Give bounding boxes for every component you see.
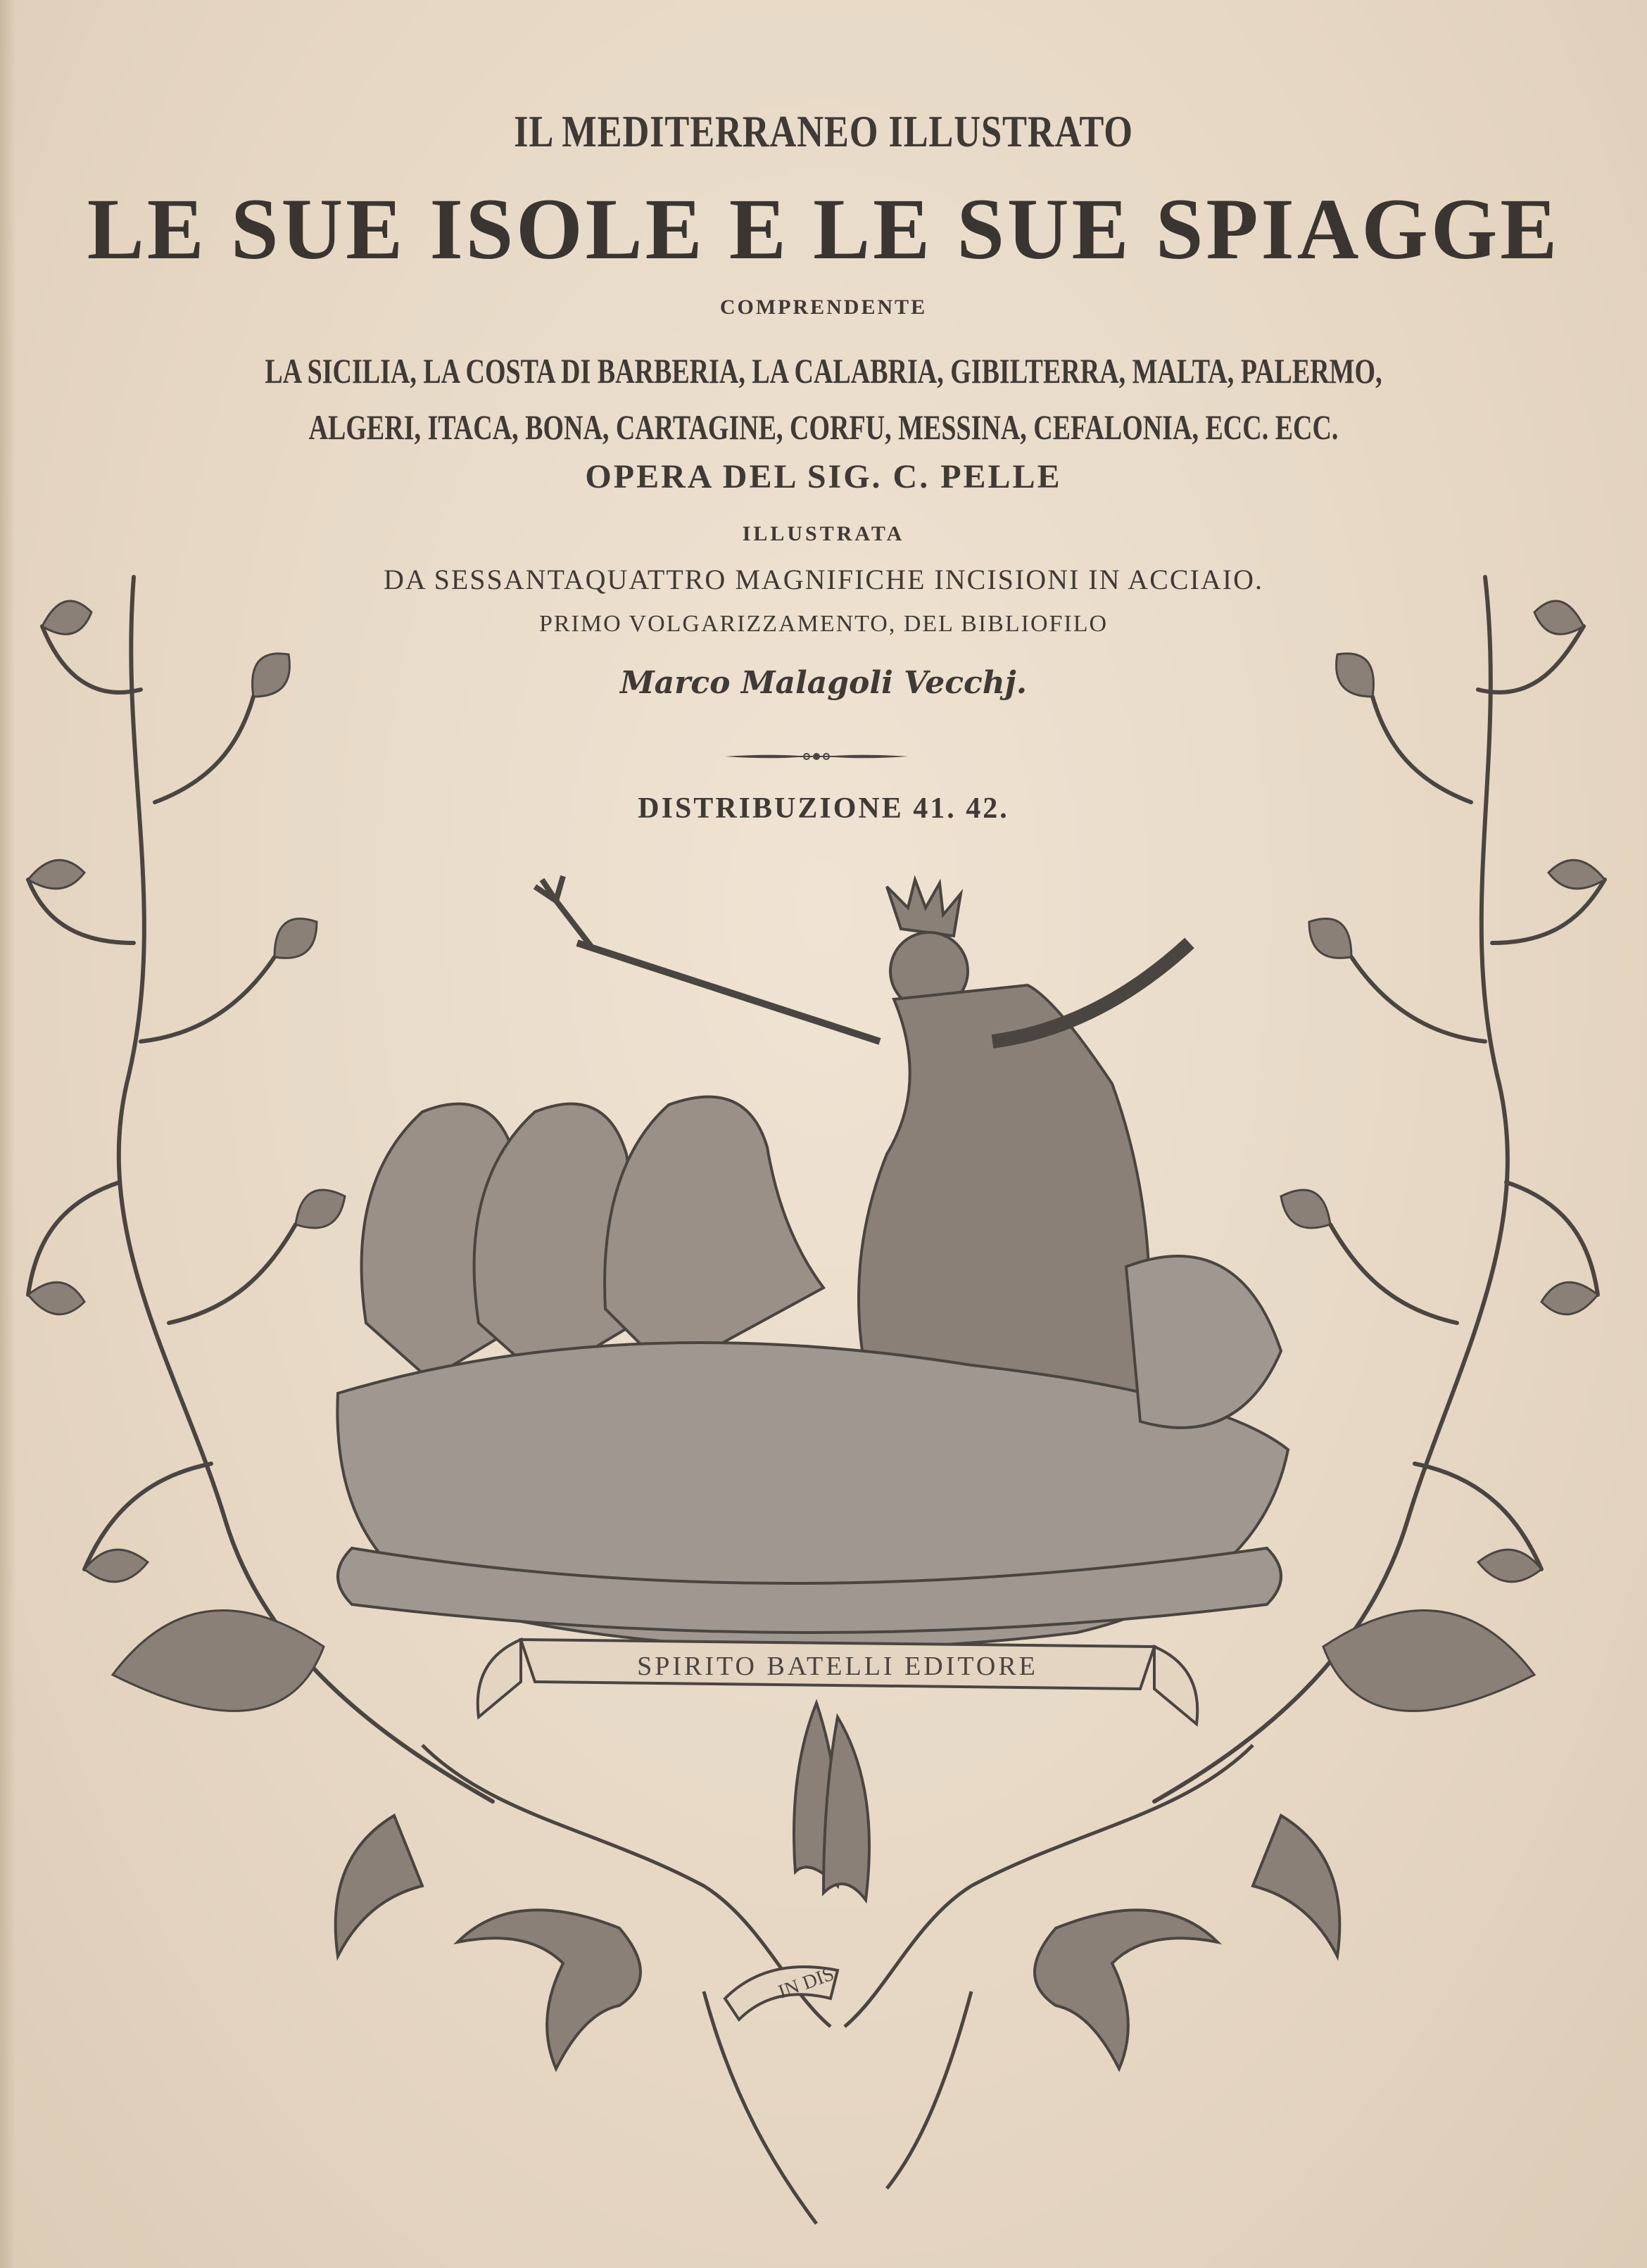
- engraved-vignette: [0, 549, 1647, 2266]
- places-list-line-2: ALGERI, ITACA, BONA, CARTAGINE, CORFU, MESSINA, CEFALONIA, ECC. ECC.: [308, 407, 1339, 447]
- sea-horses: [362, 1097, 824, 1379]
- illustrata-label: ILLUSTRATA: [742, 522, 905, 545]
- translation-line: PRIMO VOLGARIZZAMENTO, DEL BIBLIOFILO: [538, 611, 1109, 637]
- motto-ribbon-text: IN DIS: [775, 1963, 838, 2003]
- comprendente-label: COMPRENDENTE: [719, 296, 928, 319]
- trident-icon: [535, 876, 591, 946]
- lower-ornament: [336, 1703, 1340, 2069]
- left-eagle-icon: [458, 1910, 640, 2069]
- main-title: LE SUE ISOLE E LE SUE SPIAGGE: [87, 181, 1560, 277]
- engravings-line: DA SESSANTAQUATTRO MAGNIFICHE INCISIONI IN ACCIAIO.: [384, 564, 1263, 595]
- right-eagle-icon: [1035, 1910, 1218, 2069]
- publisher-banner-text: SPIRITO BATELLI EDITORE: [637, 1652, 1038, 1681]
- series-title: IL MEDITERRANEO ILLUSTRATO: [514, 106, 1133, 156]
- translator-name: Marco Malagoli Vecchj.: [619, 665, 1028, 701]
- places-list-line-1: LA SICILIA, LA COSTA DI BARBERIA, LA CALABRIA, GIBILTERRA, MALTA, PALERMO,: [265, 351, 1382, 391]
- author-line: OPERA DEL SIG. C. PELLE: [585, 458, 1062, 495]
- distribution-number: DISTRIBUZIONE 41. 42.: [638, 792, 1009, 825]
